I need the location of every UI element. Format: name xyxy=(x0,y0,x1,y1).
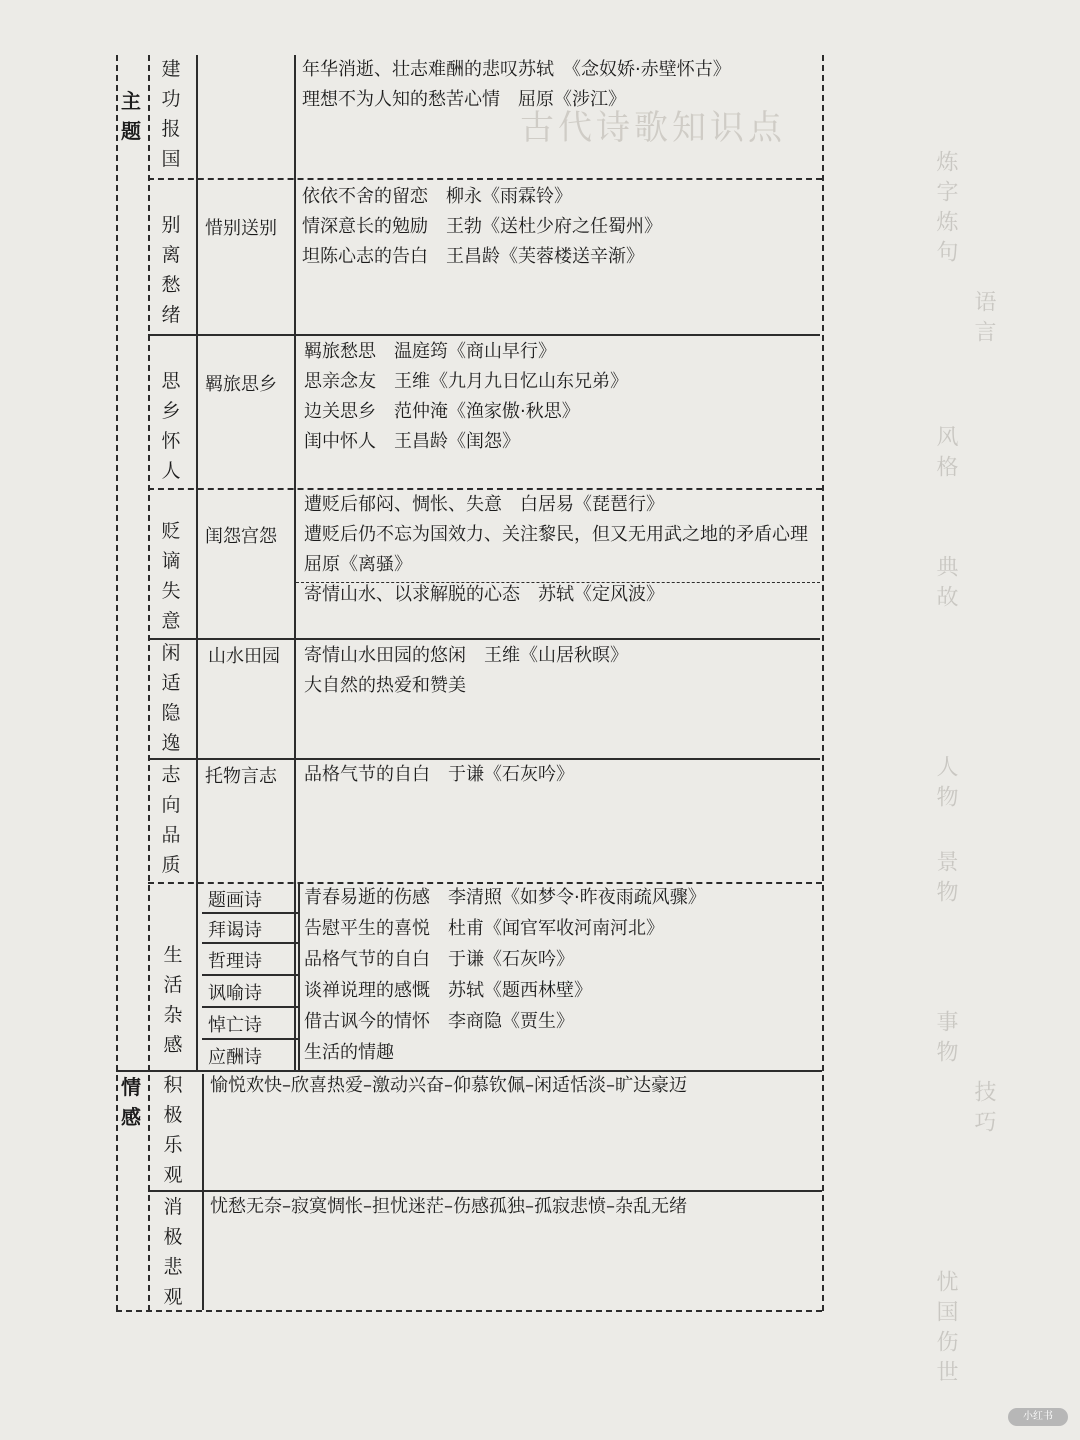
poem-entry: 遭贬后郁闷、惆怅、失意 白居易《琵琶行》 xyxy=(304,494,664,515)
category-label: 建功报国 xyxy=(161,58,181,170)
row-divider xyxy=(202,974,298,976)
row-divider xyxy=(202,1038,298,1040)
subcategory-label: 闺怨宫怨 xyxy=(205,526,277,547)
category-label: 思乡怀人 xyxy=(161,370,181,482)
poem-entry: 年华消逝、壮志难酬的悲叹苏轼 《念奴娇·赤壁怀古》 xyxy=(302,59,731,80)
row-divider xyxy=(148,178,822,180)
theme-content xyxy=(304,882,706,1068)
section-header-theme: 主题 xyxy=(121,89,141,143)
row-divider xyxy=(202,912,298,914)
bleed-label: 人物 xyxy=(933,755,958,815)
category-label: 别离愁绪 xyxy=(161,214,181,326)
theme-content xyxy=(302,55,731,115)
emotion-chain: 忧愁无奈–寂寞惆怅–担忧迷茫–伤感孤独–孤寂悲愤–杂乱无绪 xyxy=(210,1196,687,1217)
subcategory-label: 托物言志 xyxy=(205,766,277,787)
category-label: 消极悲观 xyxy=(163,1196,183,1308)
bleed-label: 典故 xyxy=(933,555,958,615)
poem-entry: 羁旅愁思 温庭筠《商山早行》 xyxy=(304,341,556,362)
poem-entry: 坦陈心志的告白 王昌龄《芙蓉楼送辛渐》 xyxy=(302,246,644,267)
poem-entry: 借古讽今的情怀 李商隐《贾生》 xyxy=(304,1011,574,1032)
category-label: 志向品质 xyxy=(161,764,181,876)
theme-content xyxy=(304,760,574,790)
column-divider xyxy=(202,1074,204,1310)
poem-entry: 生活的情趣 xyxy=(304,1042,394,1063)
poem-entry: 品格气节的自白 于谦《石灰吟》 xyxy=(304,949,574,970)
poem-entry: 寄情山水、以求解脱的心态 苏轼《定风波》 xyxy=(304,584,664,605)
column-divider xyxy=(294,55,296,1071)
column-divider xyxy=(148,55,150,1311)
subcategory-label: 惜别送别 xyxy=(205,218,277,239)
section-header-emotion: 情感 xyxy=(121,1075,141,1129)
poem-entry: 边关思乡 范仲淹《渔家傲·秋思》 xyxy=(304,401,580,422)
category-label: 贬谪失意 xyxy=(161,520,181,632)
theme-content xyxy=(304,490,826,610)
bleed-label: 忧国伤世 xyxy=(933,1270,958,1390)
row-divider xyxy=(148,334,820,336)
bleed-label: 语言 xyxy=(971,290,996,350)
poem-entry: 告慰平生的喜悦 杜甫《闻官军收河南河北》 xyxy=(304,918,664,939)
subcategory-label: 山水田园 xyxy=(208,646,280,667)
category-label: 生活杂感 xyxy=(163,944,183,1056)
bleed-label: 技巧 xyxy=(971,1080,996,1140)
column-divider xyxy=(298,884,300,1070)
poem-entry: 青春易逝的伤感 李清照《如梦令·昨夜雨疏风骤》 xyxy=(304,887,706,908)
poem-entry: 谈禅说理的感慨 苏轼《题西林壁》 xyxy=(304,980,592,1001)
poem-entry: 依依不舍的留恋 柳永《雨霖铃》 xyxy=(302,186,572,207)
category-label: 闲适隐逸 xyxy=(161,642,181,754)
poem-entry: 闺中怀人 王昌龄《闺怨》 xyxy=(304,431,520,452)
subcategory-label: 讽喻诗 xyxy=(208,983,262,1004)
poem-entry: 理想不为人知的愁苦心情 屈原《涉江》 xyxy=(302,89,626,110)
bleed-label: 事物 xyxy=(933,1010,958,1070)
poem-entry: 寄情山水田园的悠闲 王维《山居秋暝》 xyxy=(304,645,628,666)
poem-entry: 情深意长的勉励 王勃《送杜少府之任蜀州》 xyxy=(302,216,662,237)
subcategory-label: 羁旅思乡 xyxy=(205,374,277,395)
poem-entry: 思亲念友 王维《九月九日忆山东兄弟》 xyxy=(304,371,628,392)
table-border-bottom xyxy=(116,1310,822,1312)
row-divider xyxy=(202,942,298,944)
table-border-right xyxy=(822,55,824,1311)
poem-entry: 品格气节的自白 于谦《石灰吟》 xyxy=(304,764,574,785)
watermark-logo: 小红书 xyxy=(1008,1408,1068,1426)
subcategory-label: 哲理诗 xyxy=(208,951,262,972)
row-divider xyxy=(202,1006,298,1008)
theme-content xyxy=(304,641,628,701)
bleed-label: 炼字炼句 xyxy=(933,150,958,270)
column-divider xyxy=(196,55,198,1071)
theme-content xyxy=(304,337,628,457)
subcategory-label: 题画诗 xyxy=(208,890,262,911)
poem-entry: 遭贬后仍不忘为国效力、关注黎民，但又无用武之地的矛盾心理 屈原《离骚》 xyxy=(304,524,826,575)
emotion-chain: 愉悦欢快–欣喜热爱–激动兴奋–仰慕钦佩–闲适恬淡–旷达豪迈 xyxy=(210,1075,687,1096)
poem-entry: 大自然的热爱和赞美 xyxy=(304,675,466,696)
theme-content xyxy=(302,182,662,272)
subcategory-label: 悼亡诗 xyxy=(208,1015,262,1036)
category-label: 积极乐观 xyxy=(163,1074,183,1186)
bleed-label: 风格 xyxy=(933,425,958,485)
bleed-label: 景物 xyxy=(933,850,958,910)
subcategory-label: 应酬诗 xyxy=(208,1047,262,1068)
row-divider xyxy=(148,638,820,640)
subcategory-label: 拜谒诗 xyxy=(208,920,262,941)
bleed-title: 古代诗歌知识点 xyxy=(520,108,786,148)
